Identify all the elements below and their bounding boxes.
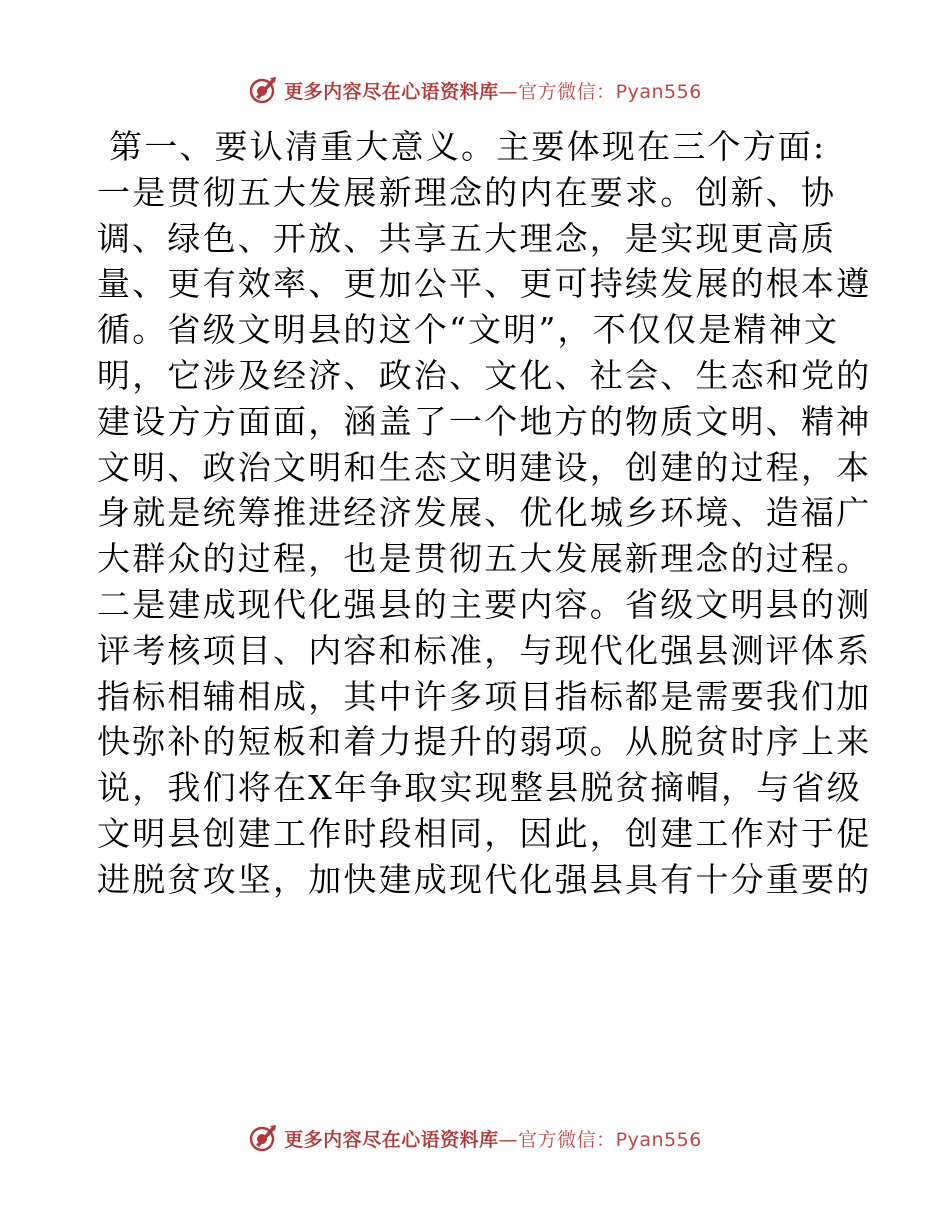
body-line: 说，我们将在X年争取实现整县脱贫摘帽，与省级 (97, 768, 862, 808)
body-line: 进脱贫攻坚，加快建成现代化强县具有十分重要的 (97, 859, 872, 899)
header-banner-title: 更多内容尽在心语资料库 (284, 80, 499, 103)
footer-banner-text (284, 1125, 702, 1152)
footer-banner-wechat: 官方微信：Pyan556 (518, 1128, 702, 1151)
footer-banner-title: 更多内容尽在心语资料库 (284, 1128, 499, 1151)
body-line: 指标相辅相成，其中许多项目指标都是需要我们加 (97, 676, 872, 716)
footer-banner-separator: — (498, 1128, 519, 1151)
header-banner (0, 70, 950, 110)
body-line: 第一、要认清重大意义。主要体现在三个方面: (109, 127, 827, 166)
body-line: 二是建成现代化强县的主要内容。省级文明县的测 (97, 584, 872, 624)
body-line: 循。省级文明县的这个“文明”，不仅仅是精神文 (97, 310, 840, 350)
document-body (97, 124, 872, 903)
header-banner-separator: — (498, 80, 519, 103)
quill-pen-seal-icon (248, 75, 278, 105)
body-line: 明，它涉及经济、政治、文化、社会、生态和党的 (97, 355, 872, 395)
header-banner-text (284, 77, 702, 104)
body-line: 文明县创建工作时段相同，因此，创建工作对于促 (97, 813, 872, 853)
body-line: 文明、政治文明和生态文明建设，创建的过程，本 (97, 447, 872, 487)
body-line: 一是贯彻五大发展新理念的内在要求。创新、协 (97, 172, 837, 212)
body-line: 调、绿色、开放、共享五大理念，是实现更高质 (97, 218, 837, 258)
body-line: 建设方方面面，涵盖了一个地方的物质文明、精神 (97, 401, 872, 441)
body-line: 大群众的过程，也是贯彻五大发展新理念的过程。 (97, 539, 872, 579)
body-line: 评考核项目、内容和标准，与现代化强县测评体系 (97, 630, 872, 670)
header-banner-wechat: 官方微信：Pyan556 (518, 80, 702, 103)
body-line: 身就是统筹推进经济发展、优化城乡环境、造福广 (97, 493, 872, 533)
body-line: 量、更有效率、更加公平、更可持续发展的根本遵 (97, 264, 872, 304)
quill-pen-seal-icon (248, 1123, 278, 1153)
body-line: 快弥补的短板和着力提升的弱项。从脱贫时序上来 (97, 722, 872, 762)
footer-banner (0, 1118, 950, 1158)
